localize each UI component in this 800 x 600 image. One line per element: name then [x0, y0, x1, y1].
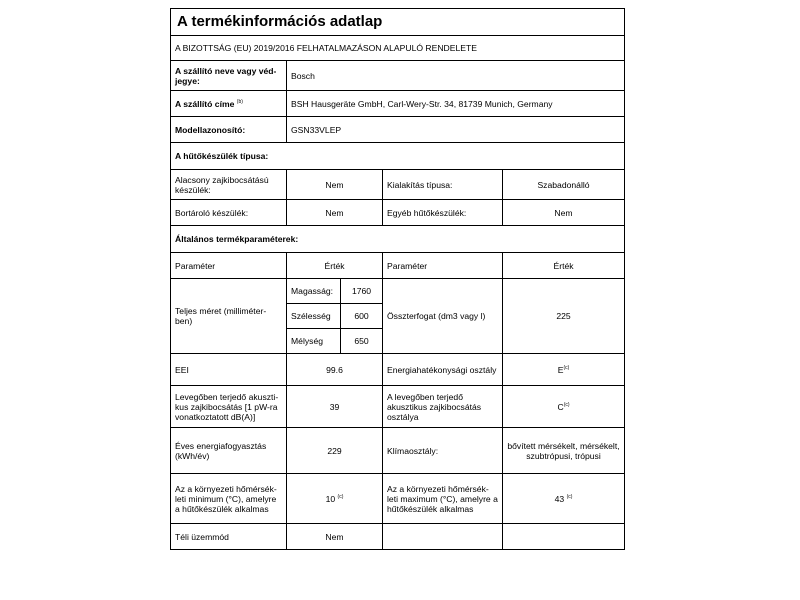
supplier-address-note: (b)	[236, 98, 243, 105]
depth-label: Mélység	[287, 329, 341, 354]
height-value: 1760	[341, 279, 383, 304]
noise-label: Levegőben terjedő akuszti-kus zajkibocsátás [1 pW-ra vonatkoztatott dB(A)]	[171, 386, 287, 428]
type-heading: A hűtőkészülék típusa:	[171, 143, 625, 170]
noise-class-value: C	[557, 401, 564, 412]
noise-class-label: A levegőben terjedő akusztikus zajkibocsátás osztálya	[383, 386, 503, 428]
max-temp-note: (c)	[566, 493, 573, 500]
eei-label: EEI	[171, 354, 287, 386]
empty-cell-a	[383, 524, 503, 550]
winter-mode-value: Nem	[287, 524, 383, 550]
model-label: Modellazonosító:	[171, 117, 287, 143]
dimensions-label: Teljes méret (milliméter-ben)	[171, 279, 287, 354]
energy-class-value: E	[557, 364, 564, 375]
annual-consumption-value: 229	[287, 428, 383, 474]
min-temp-note: (c)	[337, 493, 344, 500]
design-type-value: Szabadonálló	[503, 170, 625, 200]
energy-class-label: Energiahatékonysági osztály	[383, 354, 503, 386]
noise-class-cell	[503, 386, 625, 428]
design-type-label: Kialakítás típusa:	[383, 170, 503, 200]
general-heading: Általános termékparaméterek:	[171, 226, 625, 253]
min-temp-cell	[287, 474, 383, 524]
max-temp-value: 43	[554, 493, 565, 504]
max-temp-cell	[503, 474, 625, 524]
regulation-text: A BIZOTTSÁG (EU) 2019/2016 FELHATALMAZÁSON ALAPULÓ RENDELETE	[171, 36, 625, 61]
winter-mode-label: Téli üzemmód	[171, 524, 287, 550]
wine-storage-value: Nem	[287, 200, 383, 226]
supplier-name-label: A szállító neve vagy véd-jegye:	[171, 61, 287, 91]
wine-storage-label: Bortároló készülék:	[171, 200, 287, 226]
width-value: 600	[341, 304, 383, 329]
info-table	[170, 8, 625, 550]
col-value2-header: Érték	[503, 253, 625, 279]
volume-value: 225	[503, 279, 625, 354]
eei-value: 99.6	[287, 354, 383, 386]
col-param-header: Paraméter	[171, 253, 287, 279]
low-noise-label: Alacsony zajkibocsátású készülék:	[171, 170, 287, 200]
noise-value: 39	[287, 386, 383, 428]
max-temp-label: Az a környezeti hőmérsék-leti maximum (°C), amelyre a hűtőkészülék alkalmas	[383, 474, 503, 524]
energy-class-note: (c)	[563, 364, 570, 371]
sheet-title: A termékinformációs adatlap	[171, 9, 625, 36]
min-temp-label: Az a környezeti hőmérsék-leti minimum (°C), amelyre a hűtőkészülék alkalmas	[171, 474, 287, 524]
col-param2-header: Paraméter	[383, 253, 503, 279]
product-information-sheet	[170, 8, 624, 550]
min-temp-value: 10	[325, 493, 336, 504]
col-value-header: Érték	[287, 253, 383, 279]
climate-class-value: bővített mérsékelt, mérsékelt, szubtrópusi, trópusi	[503, 428, 625, 474]
empty-cell-b	[503, 524, 625, 550]
energy-class-cell	[503, 354, 625, 386]
supplier-name-value: Bosch	[287, 61, 625, 91]
low-noise-value: Nem	[287, 170, 383, 200]
supplier-address-value: BSH Hausgeräte GmbH, Carl-Wery-Str. 34, 81739 Munich, Germany	[287, 91, 625, 117]
other-appliance-value: Nem	[503, 200, 625, 226]
climate-class-label: Klímaosztály:	[383, 428, 503, 474]
annual-consumption-label: Éves energiafogyasztás (kWh/év)	[171, 428, 287, 474]
width-label: Szélesség	[287, 304, 341, 329]
height-label: Magasság:	[287, 279, 341, 304]
supplier-address-label-cell	[171, 91, 287, 117]
volume-label: Összterfogat (dm3 vagy l)	[383, 279, 503, 354]
other-appliance-label: Egyéb hűtőkészülék:	[383, 200, 503, 226]
depth-value: 650	[341, 329, 383, 354]
supplier-address-label: A szállító címe	[175, 98, 235, 109]
model-value: GSN33VLEP	[287, 117, 625, 143]
noise-class-note: (c)	[563, 401, 570, 408]
